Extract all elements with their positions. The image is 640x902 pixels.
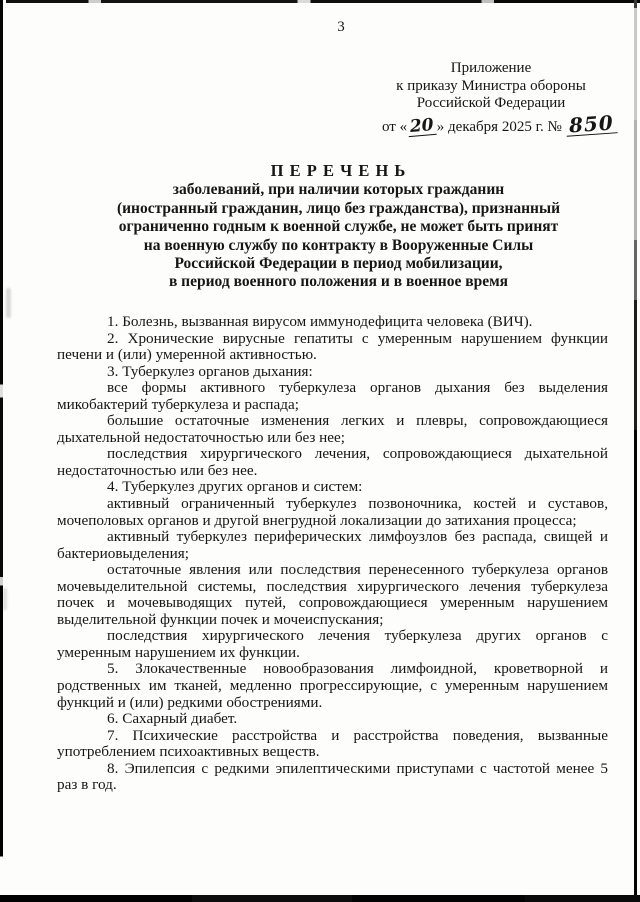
scan-edge-left xyxy=(0,0,3,874)
body-paragraph: 5. Злокачественные новообразования лимфоидной, кроветворной и родственных им тканей, медленно прогрессирующие, с умеренным нарушением функций и (или) редкими обострениями. xyxy=(57,660,608,711)
body-paragraph: активный ограниченный туберкулез позвоночника, костей и суставов, мочеполовых органов и другой внегрудной локализации до затихания процесса; xyxy=(57,495,608,529)
scan-edge-top xyxy=(6,0,640,3)
body-paragraph: 6. Сахарный диабет. xyxy=(107,710,238,728)
scan-edge-right xyxy=(634,0,637,902)
document-title-line: в период военного положения и в военное время xyxy=(168,273,509,291)
document-title-heading: П Е Р Е Ч Е Н Ь xyxy=(270,161,407,180)
date-mid: » декабря 2025 г. № xyxy=(436,118,562,135)
body-paragraph: 3. Туберкулез органов дыхания: xyxy=(107,362,313,380)
date-prefix: от « xyxy=(382,118,408,135)
handwritten-order-number: 850 xyxy=(565,112,617,136)
body-paragraph: 4. Туберкулез других органов и систем: xyxy=(107,478,363,496)
scan-smudge xyxy=(6,288,11,318)
body-paragraph: остаточные явления или последствия перенесенного туберкулеза органов мочевыделительной системы, последствия хирургического лечения туберкулеза почек и мочевыводящих путей, сопровождающиеся умеренным нарушением выделительной функции почек и мочеиспускания; xyxy=(57,561,608,628)
body-paragraph: активный туберкулез периферических лимфоузлов без распада, свищей и бактериовыделения; xyxy=(57,528,608,562)
document-title-line: на военную службу по контракту в Вооруженные Силы xyxy=(143,236,534,254)
body-paragraph: 7. Психические расстройства и расстройства поведения, вызванные употреблением психоактивных веществ. xyxy=(57,726,608,761)
body-paragraph: 1. Болезнь, вызванная вирусом иммунодефицита человека (ВИЧ). xyxy=(107,313,533,330)
document-title-line: Российской Федерации в период мобилизации, xyxy=(174,255,503,273)
handwritten-day: 20 xyxy=(409,114,435,137)
body-paragraph: последствия хирургического лечения туберкулеза других органов с умеренным нарушением их функции. xyxy=(57,627,608,661)
scan-edge-bottom xyxy=(0,895,640,902)
page-number: 3 xyxy=(337,19,345,35)
scan-smudge xyxy=(3,588,7,610)
body-paragraph: последствия хирургического лечения, сопровождающиеся дыхательной недостаточностью или без нее. xyxy=(57,445,608,479)
document-title-line: (иностранный гражданин, лицо без гражданства), признанный xyxy=(116,199,561,217)
body-paragraph: большие остаточные изменения легких и плевры, сопровождающиеся дыхательной недостаточностью или без нее; xyxy=(57,412,608,446)
body-paragraph: 2. Хронические вирусные гепатиты с умеренным нарушением функции печени и (или) умеренной активностью. xyxy=(57,329,608,364)
document-title-line: заболеваний, при наличии которых гражданин xyxy=(172,181,505,199)
document-title xyxy=(57,162,620,292)
body-paragraph: 8. Эпилепсия с редкими эпилептическими приступами с частотой менее 5 раз в год. xyxy=(57,759,608,794)
document-body xyxy=(57,314,608,794)
appendix-line: Российской Федерации xyxy=(416,95,566,112)
appendix-block xyxy=(382,60,615,138)
appendix-line: к приказу Министра обороны xyxy=(396,77,586,94)
order-date-line xyxy=(382,110,615,138)
document-title-line: ограниченно годным к военной службе, не может быть принят xyxy=(118,218,559,236)
appendix-line: Приложение xyxy=(450,60,532,76)
body-paragraph: все формы активного туберкулеза органов дыхания без выделения микобактерий туберкулеза и распада; xyxy=(57,379,608,413)
